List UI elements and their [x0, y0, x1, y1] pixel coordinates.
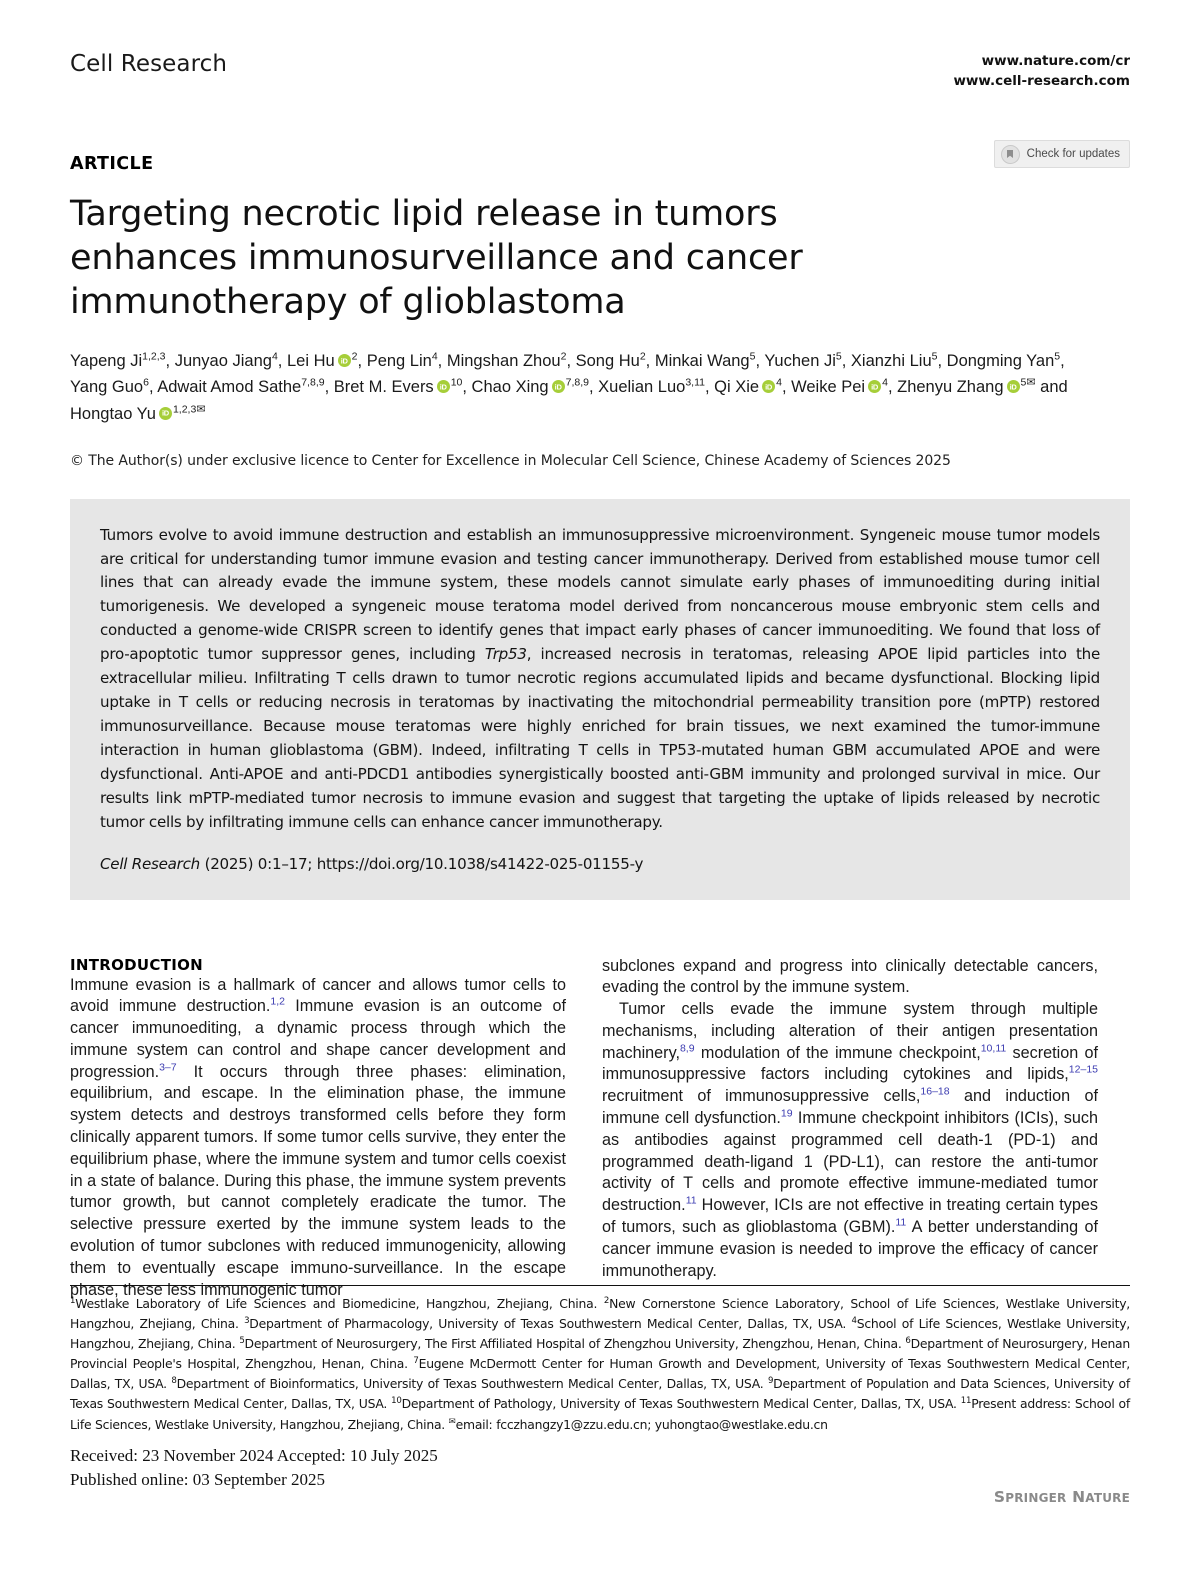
gene-name-trp53: Trp53	[484, 645, 527, 664]
copyright-line: © The Author(s) under exclusive licence to Center for Excellence in Molecular Cell Science, Chinese Academy of Sciences 2025	[70, 452, 951, 469]
author-item[interactable]: Minkai Wang$^5$	[654, 350, 756, 371]
article-type-label: ARTICLE	[70, 154, 154, 175]
article-header-row	[70, 148, 1130, 182]
reference-mark[interactable]: 10,11	[980, 1042, 1007, 1055]
author-item[interactable]: Yapeng Ji$^{1,2,3}$	[70, 350, 166, 371]
abstract-text: Tumors evolve to avoid immune destruction and establish an immunosuppressive microenvironment. Syngeneic mouse tumor models are critical for understanding tumor immune evasion and testing cancer immunotherapy. Derived from established mouse tumor cell lines that can already evade the immune system, these models cannot simulate early phases of immunoediting during initial tumorigenesis. We developed a syngeneic mouse teratoma model derived from noncancerous mouse embryonic stem cells and conducted a genome-wide CRISPR screen to identify genes that impact early phases of cancer immunoediting. We found that loss of pro-apoptotic tumor suppressor genes, including Trp53, increased necrosis in teratomas, releasing APOE lipid particles into the extracellular milieu. Infiltrating T cells drawn to tumor necrotic regions accumulated lipids and became dysfunctional. Blocking lipid uptake in T cells or reducing necrosis in teratomas by inactivating the mitochondrial permeability transition pore (mPTP) restored immunosurveillance. Because mouse teratomas were highly enriched for brain tissues, we next examined the tumor-immune interaction in human glioblastoma (GBM). Indeed, infiltrating T cells in TP53-mutated human GBM accumulated APOE and were dysfunctional. Anti-APOE and anti-PDCD1 antibodies synergistically boosted anti-GBM immunity and prolonged survival in mice. Our results link mPTP-mediated tumor necrosis to immune evasion and suggest that targeting the uptake of lipids released by necrotic tumor cells by infiltrating immune cells can enhance cancer immunotherapy.	[100, 525, 1100, 831]
orcid-icon[interactable]	[159, 407, 172, 420]
orcid-icon[interactable]	[868, 380, 881, 393]
intro-paragraph-1-continued: subclones expand and progress into clinically detectable cancers, evading the control by the immune system.	[602, 956, 1098, 997]
column-left	[70, 956, 566, 1302]
author-item[interactable]: Qi XieiD $^4$	[714, 378, 782, 396]
journal-url-cellresearch[interactable]: www.cell-research.com	[953, 72, 1130, 89]
author-item[interactable]: Dongming Yan$^5$	[946, 350, 1061, 371]
section-heading-introduction: INTRODUCTION	[70, 955, 204, 974]
journal-urls	[953, 52, 1130, 91]
author-item[interactable]: Xuelian Luo$^{3,11}$	[598, 376, 705, 397]
journal-name: Cell Research	[70, 51, 228, 77]
author-item[interactable]: Adwait Amod Sathe$^{7,8,9}$	[157, 376, 325, 397]
author-item[interactable]: Hongtao Yu iD $^{1,2,3✉}$	[70, 405, 206, 423]
footnote-divider	[70, 1285, 1130, 1286]
check-for-updates-label: Check for updates	[1026, 148, 1120, 161]
reference-mark[interactable]: 11	[685, 1194, 697, 1207]
column-right	[602, 956, 1098, 1302]
published-online-line: Published online: 03 September 2025	[70, 1470, 325, 1490]
citation-journal-name: Cell Research	[100, 854, 201, 873]
email-envelope-icon: ✉	[448, 1416, 456, 1427]
springer-nature-logo: SPRINGER NATURE	[993, 1488, 1130, 1506]
reference-mark[interactable]: 3–7	[159, 1061, 177, 1074]
citation-details[interactable]: (2025) 0:1–17; https://doi.org/10.1038/s41422-025-01155-y	[200, 854, 644, 873]
page-title: Targeting necrotic lipid release in tumors enhances immunosurveillance and cancer immunotherapy of glioblastoma	[70, 194, 803, 323]
author-item[interactable]: Chao Xing iD $^{7,8,9}$	[472, 378, 589, 396]
abstract-box	[70, 499, 1130, 900]
received-accepted-line: Received: 23 November 2024 Accepted: 10 July 2025	[70, 1446, 438, 1465]
author-item[interactable]: Weike Pei iD $^4$	[791, 378, 888, 396]
orcid-icon[interactable]	[762, 380, 775, 393]
author-item[interactable]: Song Hu$^2$	[575, 350, 646, 371]
journal-url-nature[interactable]: www.nature.com/cr	[981, 53, 1130, 69]
publication-dates	[70, 1444, 438, 1492]
reference-mark[interactable]: 11	[895, 1216, 907, 1229]
intro-paragraph-1: Immune evasion is a hallmark of cancer and allows tumor cells to avoid immune destruction.$^{1,2}$ Immune evasion is an outcome of cancer immunoediting, a dynamic process through which the immune system can control and shape cancer development and progression.$^{3-7}$ It occurs through three phases: elimination, equilibrium, and escape. In the elimination phase, the immune system detects and destroys transformed cells before they form clinically apparent tumors. If some tumor cells survive, they enter the equilibrium phase, where the immune system and tumor cells coexist in a state of balance. During this phase, the immune system prevents tumor growth, but cannot completely eradicate the tumor. The selective pressure exerted by the immune system leads to the evolution of tumor subclones with reduced immunogenicity, allowing them to eventually escape immuno-surveillance. In the escape phase, these less immunogenic tumor	[70, 975, 566, 1299]
author-item[interactable]: Peng Lin$^4$	[366, 350, 438, 371]
crossmark-icon	[1001, 145, 1020, 164]
author-list: Yapeng Ji$^{1,2,3}$, Junyao Jiang$^4$, Lei Hu iD $^2$, Peng Lin$^4$, Mingshan Zhou$^2$, Song Hu$^2$, Minkai Wang$^5$, Yuchen Ji$^5$, Xianzhi Liu$^5$, Dongming Yan$^5$, Yang Guo$^6$, Adwait Amod Sathe$^{7,8,9}$, Bret M. Evers iD $^{10}$, Chao Xing iD $^{7,8,9}$, Xuelian Luo$^{3,11}$, Qi XieiD $^4$, Weike Pei iD $^4$, Zhenyu Zhang iD $^{5✉}$ and Hongtao Yu iD $^{1,2,3✉}$	[70, 348, 1090, 426]
orcid-icon[interactable]	[437, 380, 450, 393]
orcid-icon[interactable]	[1007, 380, 1020, 393]
check-for-updates-badge[interactable]	[994, 140, 1130, 168]
corresponding-author-icon: ✉	[1026, 376, 1036, 389]
corresponding-author-icon: ✉	[196, 403, 206, 416]
author-item[interactable]: Mingshan Zhou$^2$	[446, 350, 567, 371]
reference-mark[interactable]: 19	[780, 1107, 793, 1120]
intro-paragraph-2: Tumor cells evade the immune system through multiple mechanisms, including alteration of their antigen presentation machinery,$^{8,9}$ modulation of the immune checkpoint,$^{10,11}$ secretion of immunosuppressive factors including cytokines and lipids,$^{12-15}$ recruitment of immunosuppressive cells,$^{16-18}$ and induction of immune cell dysfunction.$^{19}$ Immune checkpoint inhibitors (ICIs), such as antibodies against programmed cell death-1 (PD-1) and programmed death-ligand 1 (PD-L1), can restore the anti-tumor activity of T cells and promote effective immune-mediated tumor destruction.$^{11}$ However, ICIs are not effective in treating certain types of tumors, such as glioblastoma (GBM).$^{11}$ A better understanding of cancer immune evasion is needed to improve the efficacy of cancer immunotherapy.	[602, 1000, 1098, 1280]
author-item[interactable]: Junyao Jiang$^4$	[174, 350, 278, 371]
running-head	[70, 0, 1130, 91]
reference-mark[interactable]: 8,9	[679, 1042, 695, 1055]
orcid-icon[interactable]	[552, 380, 565, 393]
affiliations-block: $^1$Westlake Laboratory of Life Sciences and Biomedicine, Hangzhou, Zhejiang, China. $^2$New Cornerstone Science Laboratory, School of Life Sciences, Westlake University, Hangzhou, Zhejiang, China. $^3$Department of Pharmacology, University of Texas Southwestern Medical Center, Dallas, TX, USA. $^4$School of Life Sciences, Westlake University, Hangzhou, Zhejiang, China. $^5$Department of Neurosurgery, The First Affiliated Hospital of Zhengzhou University, Zhengzhou, Henan, China. $^6$Department of Neurosurgery, Henan Provincial People's Hospital, Zhengzhou, Henan, China. $^7$Eugene McDermott Center for Human Growth and Development, University of Texas Southwestern Medical Center, Dallas, TX, USA. $^8$Department of Bioinformatics, University of Texas Southwestern Medical Center, Dallas, TX, USA. $^9$Department of Population and Data Sciences, University of Texas Southwestern Medical Center, Dallas, TX, USA. $^{10}$Department of Pathology, University of Texas Southwestern Medical Center, Dallas, TX, USA. $^{11}$Present address: School of Life Sciences, Westlake University, Hangzhou, Zhejiang, China. ✉email: fcczhangzy1@zzu.edu.cn; yuhongtao@westlake.edu.cn	[70, 1295, 1130, 1432]
author-item[interactable]: Bret M. Evers iD $^{10}$	[334, 378, 463, 396]
email-label: email:	[455, 1416, 493, 1432]
reference-mark[interactable]: 1,2	[270, 995, 286, 1008]
author-item[interactable]: Yang Guo$^6$	[70, 376, 149, 397]
author-item[interactable]: Zhenyu Zhang iD $^{5✉}$	[897, 378, 1035, 396]
abstract-citation	[100, 855, 1100, 873]
reference-mark[interactable]: 12–15	[1068, 1064, 1098, 1077]
author-item[interactable]: Yuchen Ji$^5$	[764, 350, 842, 371]
author-item[interactable]: Xianzhi Liu$^5$	[850, 350, 938, 371]
orcid-icon[interactable]	[338, 354, 351, 367]
author-item[interactable]: Lei Hu iD $^2$	[287, 352, 358, 370]
reference-mark[interactable]: 16–18	[920, 1085, 950, 1098]
body-columns	[70, 956, 1130, 1302]
corresponding-emails[interactable]: fcczhangzy1@zzu.edu.cn; yuhongtao@westlake.edu.cn	[496, 1416, 828, 1432]
